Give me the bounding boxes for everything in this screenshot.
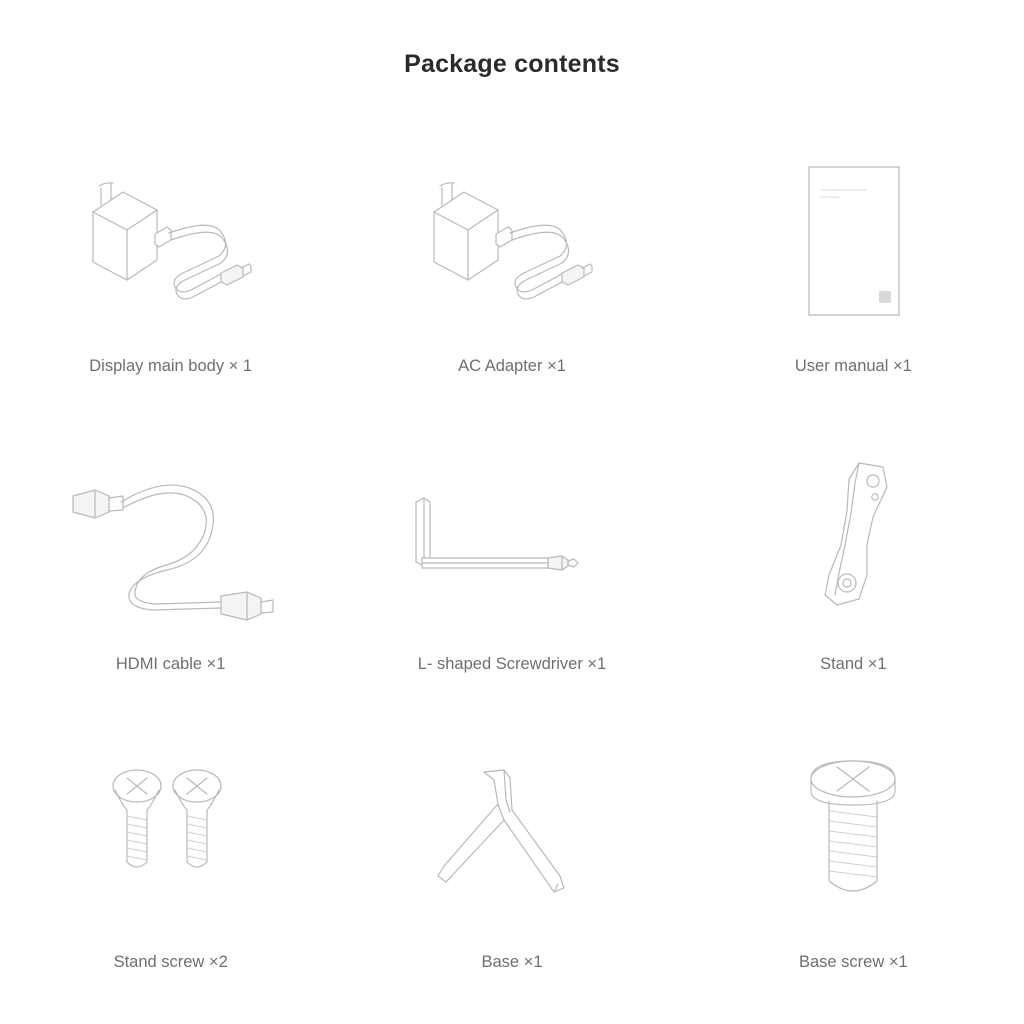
package-item [0, 423, 341, 721]
package-item-label: Stand screw ×2 [113, 953, 228, 971]
ac-adapter-icon [31, 125, 311, 355]
package-item [683, 721, 1024, 1019]
page-title: Package contents [404, 50, 620, 78]
stand-icon [713, 423, 993, 653]
package-item-label: AC Adapter ×1 [458, 357, 566, 375]
package-item-label: HDMI cable ×1 [115, 655, 226, 673]
package-item-label: Base screw ×1 [798, 953, 908, 971]
base-icon [372, 721, 652, 951]
package-item-label: Base ×1 [481, 953, 543, 971]
package-contents-grid [0, 125, 1024, 1019]
package-item-label: Display main body × 1 [89, 357, 253, 375]
package-item [0, 721, 341, 1019]
manual-title-line1: Xiaomi Desktop Monitor 1A 23.8" [821, 188, 867, 192]
package-item [341, 721, 682, 1019]
package-item [0, 125, 341, 423]
package-item [683, 125, 1024, 423]
manual-title-line2: User Manual [821, 195, 839, 199]
package-item-label: User manual ×1 [794, 357, 912, 375]
ac-adapter-icon [372, 125, 652, 355]
hdmi-cable-icon [31, 423, 311, 653]
user-manual-icon [713, 125, 993, 355]
package-item-label: L- shaped Screwdriver ×1 [417, 655, 607, 673]
package-item [341, 423, 682, 721]
package-item [341, 125, 682, 423]
stand-screw-icon [31, 721, 311, 951]
package-item [683, 423, 1024, 721]
base-screw-icon [713, 721, 993, 951]
l-screwdriver-icon [372, 423, 652, 653]
package-item-label: Stand ×1 [820, 655, 887, 673]
